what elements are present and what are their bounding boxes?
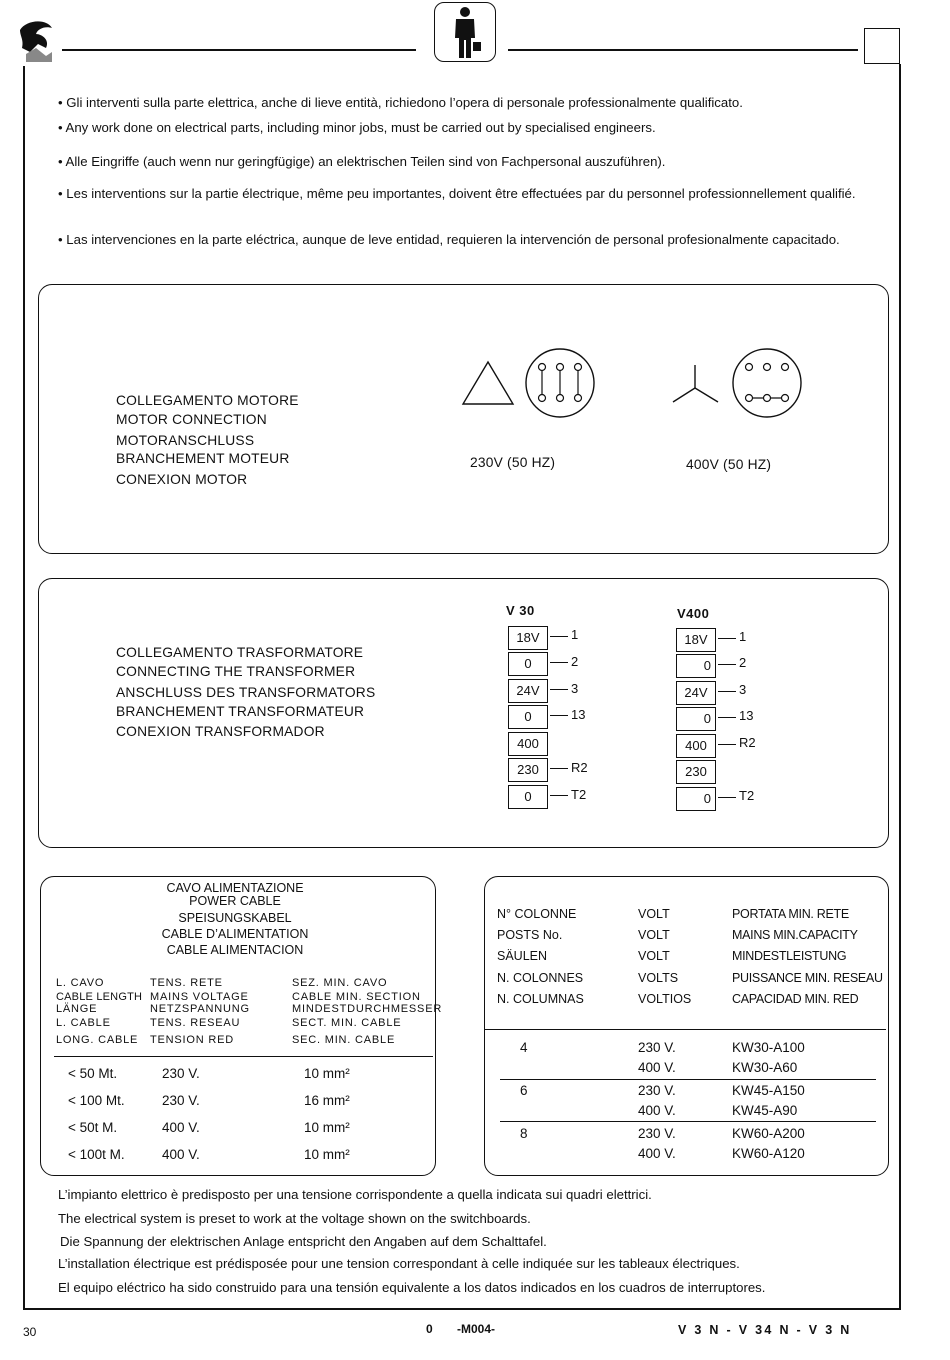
frame-bottom bbox=[23, 1308, 901, 1310]
technician-icon-frame bbox=[434, 2, 496, 62]
terminal-lead bbox=[718, 664, 736, 665]
col-header: CABLE LENGTH bbox=[56, 991, 143, 1004]
power-cable-title: CABLE ALIMENTACION bbox=[166, 943, 304, 957]
col-header: VOLT bbox=[638, 928, 670, 943]
col-header: PORTATA MIN. RETE bbox=[732, 907, 849, 921]
model-list: V 3 N - V 34 N - V 3 N bbox=[678, 1323, 852, 1337]
terminal-label: R2 bbox=[571, 760, 588, 775]
terminal-lead bbox=[718, 744, 736, 745]
capacity-group bbox=[484, 1126, 884, 1169]
col-header: LONG. CABLE bbox=[56, 1033, 139, 1046]
posts-count: 4 bbox=[520, 1040, 528, 1055]
transformer-cell: 0 bbox=[676, 707, 716, 731]
group-volt: 230 V. bbox=[638, 1126, 676, 1141]
frame-right bbox=[899, 64, 901, 1310]
col-header: TENS. RESEAU bbox=[150, 1017, 241, 1030]
col-header: MAINS MIN.CAPACITY bbox=[732, 928, 858, 943]
posts-count: 6 bbox=[520, 1083, 528, 1098]
terminal-lead bbox=[718, 691, 736, 692]
group-capacity: KW45-A150 bbox=[732, 1083, 805, 1098]
transformer-label: BRANCHEMENT TRANSFORMATEUR bbox=[116, 704, 365, 719]
technician-icon bbox=[436, 4, 494, 60]
col-header: MINDESTLEISTUNG bbox=[732, 949, 847, 964]
transformer-left-strip bbox=[508, 626, 628, 816]
terminal-label: 2 bbox=[571, 654, 579, 669]
col-header: CABLE MIN. SECTION bbox=[292, 991, 421, 1004]
delta-voltage-caption: 230V (50 HZ) bbox=[470, 455, 556, 470]
capacity-group-rule bbox=[500, 1079, 876, 1080]
delta-connection-diagram bbox=[458, 345, 598, 425]
col-header: N° COLONNE bbox=[497, 907, 577, 921]
terminal-lead bbox=[550, 768, 568, 769]
star-voltage-caption: 400V (50 HZ) bbox=[686, 457, 772, 472]
col-header: TENS. RETE bbox=[150, 977, 223, 989]
transformer-label: ANSCHLUSS DES TRANSFORMATORS bbox=[116, 685, 376, 700]
transformer-cell: 230 bbox=[676, 760, 716, 784]
transformer-cell: 400 bbox=[676, 734, 716, 758]
cable-length: < 50 Mt. bbox=[68, 1066, 118, 1081]
capacity-group bbox=[484, 1040, 884, 1083]
group-volt: 400 V. bbox=[638, 1060, 676, 1075]
table-row bbox=[40, 1093, 430, 1120]
terminal-label: T2 bbox=[571, 787, 587, 802]
terminal-label: R2 bbox=[739, 735, 756, 750]
cable-voltage: 400 V. bbox=[162, 1147, 200, 1162]
power-cable-title: CAVO ALIMENTAZIONE bbox=[166, 881, 304, 895]
col-header: SEZ. MIN. CAVO bbox=[292, 977, 388, 989]
frame-left bbox=[23, 66, 25, 1310]
terminal-label: 1 bbox=[571, 627, 579, 642]
intro-paragraph: • Les interventions sur la partie électrique, même peu importantes, doivent être effectuées par du personnel professionnellement qualifié. bbox=[58, 186, 856, 201]
power-cable-title: CABLE D’ALIMENTATION bbox=[161, 927, 309, 941]
star-connection-diagram bbox=[668, 345, 808, 425]
capacity-col-capacity bbox=[732, 904, 883, 1010]
col-header: MINDESTDURCHMESSER bbox=[292, 1002, 443, 1015]
cable-section: 10 mm² bbox=[304, 1147, 350, 1162]
header-rule-left bbox=[62, 49, 416, 51]
brand-logo bbox=[16, 18, 58, 66]
group-volt: 400 V. bbox=[638, 1146, 676, 1161]
terminal-label: 3 bbox=[739, 682, 747, 697]
terminal-label: 1 bbox=[739, 629, 747, 644]
capacity-group-rule bbox=[500, 1121, 876, 1122]
page-number: 30 bbox=[23, 1325, 37, 1339]
terminal-label: 2 bbox=[739, 655, 747, 670]
table-row bbox=[40, 1147, 430, 1174]
motor-label: COLLEGAMENTO MOTORE bbox=[116, 393, 299, 408]
cable-length: < 50t M. bbox=[68, 1120, 118, 1135]
cable-section: 10 mm² bbox=[304, 1066, 350, 1081]
transformer-right-strip bbox=[676, 628, 796, 818]
col-header: L. CABLE bbox=[56, 1017, 111, 1030]
col-header: SECT. MIN. CABLE bbox=[292, 1017, 402, 1030]
terminal-lead bbox=[550, 795, 568, 796]
table-row bbox=[40, 1066, 430, 1093]
footer-paragraph: El equipo eléctrico ha sido construido para una tensión equivalente a los datos indicados en los cuadros de interruptores. bbox=[58, 1280, 766, 1295]
motor-label: BRANCHEMENT MOTEUR bbox=[116, 451, 290, 466]
col-header: L. CAVO bbox=[56, 977, 105, 989]
power-cable-titles bbox=[40, 880, 430, 958]
terminal-label: T2 bbox=[739, 788, 755, 803]
group-volt: 230 V. bbox=[638, 1083, 676, 1098]
transformer-cell: 0 bbox=[676, 787, 716, 811]
power-cable-col-section bbox=[292, 976, 442, 1047]
power-cable-title: SPEISUNGSKABEL bbox=[178, 911, 292, 925]
cable-section: 16 mm² bbox=[304, 1093, 350, 1108]
transformer-left-title: V 30 bbox=[506, 603, 535, 618]
header-rule-right bbox=[508, 49, 858, 51]
col-header: SEC. MIN. CABLE bbox=[292, 1033, 396, 1046]
power-cable-rows bbox=[40, 1066, 430, 1174]
intro-paragraph: • Any work done on electrical parts, including minor jobs, must be carried out by specialised engineers. bbox=[58, 120, 656, 135]
capacity-col-posts bbox=[497, 904, 584, 1010]
transformer-cell: 18V bbox=[676, 628, 716, 652]
power-cable-divider bbox=[54, 1056, 433, 1057]
col-header: VOLTS bbox=[638, 970, 679, 985]
doc-code-prefix: 0 bbox=[426, 1322, 433, 1336]
cable-voltage: 230 V. bbox=[162, 1093, 200, 1108]
col-header: LÄNGE bbox=[56, 1002, 98, 1015]
transformer-cell: 0 bbox=[676, 654, 716, 678]
transformer-right-title: V400 bbox=[677, 606, 710, 621]
power-cable-col-length bbox=[56, 976, 142, 1047]
transformer-cell: 0 bbox=[508, 652, 548, 676]
posts-count: 8 bbox=[520, 1126, 528, 1141]
terminal-label: 13 bbox=[571, 707, 586, 722]
transformer-cell: 18V bbox=[508, 626, 548, 650]
col-header: N. COLUMNAS bbox=[497, 991, 584, 1006]
group-capacity: KW30-A60 bbox=[732, 1060, 798, 1075]
transformer-cell: 400 bbox=[508, 732, 548, 756]
col-header: VOLTIOS bbox=[638, 991, 692, 1006]
col-header: VOLT bbox=[638, 907, 670, 921]
cable-voltage: 400 V. bbox=[162, 1120, 200, 1135]
transformer-cell: 24V bbox=[508, 679, 548, 703]
transformer-label: CONEXION TRANSFORMADOR bbox=[116, 724, 325, 739]
intro-paragraph: • Las intervenciones en la parte eléctrica, aunque de leve entidad, requieren la intervención de personal profesionalmente capacitado. bbox=[58, 232, 840, 247]
transformer-label: COLLEGAMENTO TRASFORMATORE bbox=[116, 645, 364, 660]
col-header: POSTS No. bbox=[497, 928, 563, 943]
footer-paragraph: Die Spannung der elektrischen Anlage entspricht den Angaben auf dem Schalttafel. bbox=[60, 1234, 547, 1249]
group-capacity: KW30-A100 bbox=[732, 1040, 805, 1055]
transformer-cell: 230 bbox=[508, 758, 548, 782]
terminal-label: 3 bbox=[571, 681, 579, 696]
terminal-lead bbox=[550, 662, 568, 663]
capacity-divider bbox=[484, 1029, 886, 1030]
motor-label: MOTOR CONNECTION bbox=[116, 412, 267, 427]
intro-paragraph: • Gli interventi sulla parte elettrica, anche di lieve entità, richiedono l’opera di personale professionalmente qualificato. bbox=[58, 95, 743, 110]
group-capacity: KW60-A200 bbox=[732, 1126, 805, 1141]
corner-box bbox=[864, 28, 900, 64]
terminal-lead bbox=[718, 638, 736, 639]
transformer-cell: 24V bbox=[676, 681, 716, 705]
terminal-lead bbox=[550, 715, 568, 716]
cable-section: 10 mm² bbox=[304, 1120, 350, 1135]
motor-label: CONEXION MOTOR bbox=[116, 472, 248, 487]
capacity-col-volt bbox=[638, 904, 691, 1010]
intro-paragraph: • Alle Eingriffe (auch wenn nur geringfügige) an elektrischen Teilen sind von Fachpersonal auszuführen). bbox=[58, 154, 666, 169]
col-header: PUISSANCE MIN. RESEAU bbox=[732, 970, 883, 985]
col-header: NETZSPANNUNG bbox=[150, 1002, 250, 1015]
terminal-lead bbox=[718, 797, 736, 798]
cable-length: < 100 Mt. bbox=[68, 1093, 125, 1108]
transformer-label: CONNECTING THE TRANSFORMER bbox=[116, 664, 356, 679]
capacity-rows bbox=[484, 1040, 884, 1169]
col-header: N. COLONNES bbox=[497, 970, 584, 985]
table-row bbox=[40, 1120, 430, 1147]
col-header: TENSION RED bbox=[150, 1033, 234, 1046]
terminal-lead bbox=[718, 717, 736, 718]
terminal-lead bbox=[550, 636, 568, 637]
cable-voltage: 230 V. bbox=[162, 1066, 200, 1081]
motor-label: MOTORANSCHLUSS bbox=[116, 433, 255, 448]
terminal-lead bbox=[550, 689, 568, 690]
footer-paragraph: L’installation électrique est prédisposée pour une tension correspondant à celle indiquée sur les tableaux électriques. bbox=[58, 1256, 740, 1271]
power-cable-title: POWER CABLE bbox=[189, 894, 281, 908]
capacity-group bbox=[484, 1083, 884, 1126]
col-header: CAPACIDAD MIN. RED bbox=[732, 991, 859, 1006]
power-cable-col-voltage bbox=[150, 976, 250, 1047]
group-volt: 400 V. bbox=[638, 1103, 676, 1118]
col-header: VOLT bbox=[638, 949, 670, 964]
footer-paragraph: L’impianto elettrico è predisposto per una tensione corrispondente a quella indicata sui quadri elettrici. bbox=[58, 1187, 652, 1202]
col-header: MAINS VOLTAGE bbox=[150, 991, 249, 1004]
cable-length: < 100t M. bbox=[68, 1147, 125, 1162]
transformer-cell: 0 bbox=[508, 705, 548, 729]
group-capacity: KW60-A120 bbox=[732, 1146, 805, 1161]
group-capacity: KW45-A90 bbox=[732, 1103, 798, 1118]
terminal-label: 13 bbox=[739, 708, 754, 723]
transformer-cell: 0 bbox=[508, 785, 548, 809]
col-header: SÄULEN bbox=[497, 949, 548, 964]
footer-paragraph: The electrical system is preset to work at the voltage shown on the switchboards. bbox=[58, 1211, 531, 1226]
group-volt: 230 V. bbox=[638, 1040, 676, 1055]
doc-code: -M004- bbox=[457, 1322, 496, 1336]
